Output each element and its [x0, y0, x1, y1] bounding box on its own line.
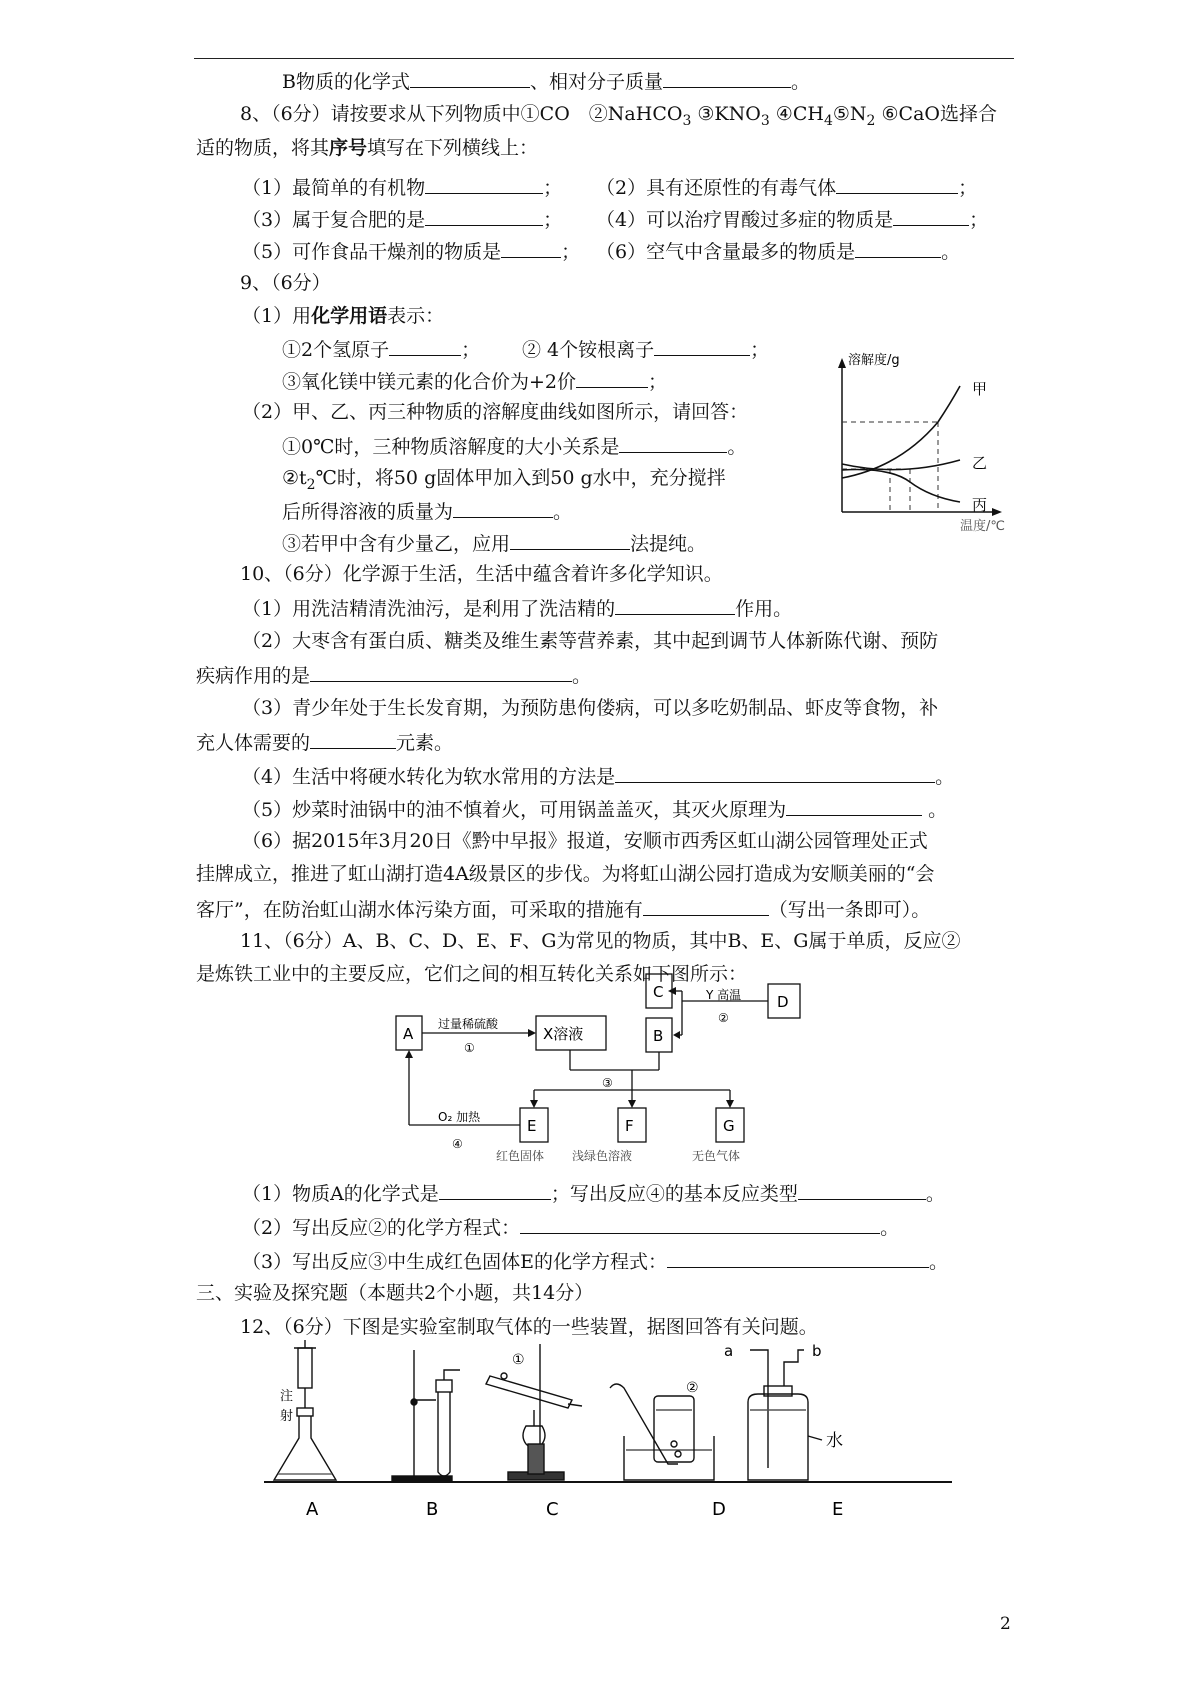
apparatus-E — [748, 1350, 822, 1480]
syringe-note-2: 射 — [280, 1409, 294, 1424]
solubility-curve-chart — [820, 352, 1010, 532]
curve-label-yi: 乙 — [972, 454, 988, 472]
question-10-2: （2）大枣含有蛋白质、糖类及维生素等营养素，其中起到调节人体新陈代谢、预防 — [242, 630, 939, 652]
label-A: A — [403, 1025, 414, 1043]
reaction-3-number: ③ — [602, 1076, 613, 1090]
label-G: G — [723, 1117, 735, 1135]
question-9-2-2b: 后所得溶液的质量为 。 — [282, 498, 572, 524]
label-F: F — [625, 1117, 634, 1135]
question-9-1-2: ② 4个铵根离子 ； — [522, 336, 769, 362]
apparatus-B — [392, 1350, 460, 1481]
y-axis-label: 溶解度/g — [848, 353, 900, 368]
water-label: 水 — [826, 1431, 843, 1451]
question-8-item-1: （1）最简单的有机物 ； — [242, 174, 562, 200]
question-9-1-1: ①2个氢原子 ； — [282, 336, 480, 362]
curve-label-jia: 甲 — [972, 380, 988, 398]
question-8-item-6: （6）空气中含量最多的物质是 。 — [596, 238, 960, 264]
G-description: 无色气体 — [692, 1149, 741, 1163]
x-axis-arrow — [992, 508, 1002, 516]
E-description: 红色固体 — [496, 1149, 545, 1163]
reaction-4-condition: O₂ 加热 — [438, 1110, 481, 1124]
port-b: b — [812, 1342, 822, 1360]
port-a: a — [724, 1342, 734, 1360]
question-8-item-5: （5）可作食品干燥剂的物质是 ； — [242, 238, 580, 264]
page-number: 2 — [1000, 1614, 1011, 1634]
question-8-item-4: （4）可以治疗胃酸过多症的物质是 ； — [596, 206, 988, 232]
F-description: 浅绿色溶液 — [572, 1149, 633, 1163]
y-axis-arrow — [838, 358, 846, 368]
apparatus-label-D: D — [712, 1499, 726, 1520]
question-9-2-2: $②t_2℃$时，将50 g固体甲加入到50 g水中，充分搅拌 — [282, 467, 726, 493]
question-11-1: （1）物质A的化学式是 ；写出反应④的基本反应类型 。 — [242, 1180, 945, 1206]
question-11-stem: 11、（6分）A、B、C、D、E、F、G为常见的物质，其中B、E、G属于单质，反应② — [240, 930, 961, 952]
question-10-3b: 充人体需要的 元素。 — [196, 729, 453, 755]
section-3-heading: 三、实验及探究题（本题共2个小题，共14分） — [196, 1282, 594, 1304]
apparatus-label-B: B — [426, 1499, 439, 1520]
question-9-2-1: ①0℃时，三种物质溶解度的大小关系是 。 — [282, 433, 746, 459]
apparatus-label-A: A — [306, 1499, 319, 1520]
question-10-6: （6）据2015年3月20日《黔中早报》报道，安顺市西秀区虹山湖公园管理处正式 — [242, 830, 928, 852]
question-9-head: 9、（6分） — [240, 272, 331, 294]
x-axis-label: 温度/℃ — [960, 519, 1005, 534]
label-X: X溶液 — [543, 1025, 584, 1043]
question-12-stem: 12、（6分）下图是实验室制取气体的一些装置，据图回答有关问题。 — [240, 1316, 818, 1338]
question-10-6b: 挂牌成立，推进了虹山湖打造4A级景区的步伐。为将虹山湖公园打造成为安顺美丽的“会 — [196, 863, 935, 885]
question-10-3: （3）青少年处于生长发育期，为预防患佝偻病，可以多吃奶制品、虾皮等食物，补 — [242, 697, 939, 719]
question-11-stem-2: 是炼铁工业中的主要反应，它们之间的相互转化关系如下图所示： — [196, 963, 748, 985]
syringe-note-1: 注 — [280, 1389, 294, 1404]
curve-label-bing: 丙 — [972, 496, 988, 514]
label-C: C — [653, 983, 664, 1001]
question-9-part-1: （1）用化学用语表示： — [242, 305, 445, 327]
reaction-2-condition: Y 高温 — [706, 988, 742, 1002]
reaction-flow-diagram — [380, 983, 820, 1170]
question-8-stem-2: 适的物质，将其序号填写在下列横线上： — [196, 137, 539, 159]
question-9-part-2: （2）甲、乙、丙三种物质的溶解度曲线如图所示，请回答： — [242, 401, 749, 423]
question-10-1: （1）用洗洁精清洗油污，是利用了洗洁精的 作用。 — [242, 595, 792, 621]
question-10-4: （4）生活中将硬水转化为软水常用的方法是 。 — [242, 763, 954, 789]
label-B: B — [653, 1027, 664, 1045]
question-9-1-3: ③氧化镁中镁元素的化合价为+2价 ； — [282, 368, 667, 394]
question-10-6c: 客厅”，在防治虹山湖水体污染方面，可采取的措施有 （写出一条即可）。 — [196, 896, 930, 922]
reaction-2-number: ② — [718, 1011, 729, 1025]
reaction-4-number: ④ — [452, 1137, 463, 1151]
question-8-item-2: （2）具有还原性的有毒气体 ； — [596, 174, 977, 200]
apparatus-figure — [264, 1340, 954, 1520]
reaction-1-reagent: 过量稀硫酸 — [438, 1017, 499, 1031]
question-10-5: （5）炒菜时油锅中的油不慎着火，可用锅盖盖灭，其灭火原理为 。 — [242, 796, 947, 822]
curve-yi — [842, 460, 960, 470]
question-8-item-3: （3）属于复合肥的是 ； — [242, 206, 562, 232]
text-line: B物质的化学式 、相对分子质量 。 — [282, 68, 810, 94]
question-11-2: （2）写出反应②的化学方程式： 。 — [242, 1214, 899, 1240]
question-11-3: （3）写出反应③中生成红色固体E的化学方程式： 。 — [242, 1248, 948, 1274]
apparatus-D — [610, 1384, 714, 1480]
mark-2: ② — [686, 1380, 699, 1396]
reaction-1-number: ① — [464, 1041, 475, 1055]
question-9-2-3: ③若甲中含有少量乙，应用 法提纯。 — [282, 530, 706, 556]
apparatus-C — [486, 1344, 582, 1480]
header-rule — [194, 58, 1014, 59]
apparatus-label-C: C — [546, 1499, 559, 1520]
question-10-2b: 疾病作用的是 。 — [196, 662, 591, 688]
label-D: D — [777, 993, 789, 1011]
question-8-stem: 8、（6分）请按要求从下列物质中①CO ②NaHCO$_3$ $③KNO_3$ $④CH_4⑤N_2$ ⑥CaO选择合 — [240, 103, 997, 129]
label-E: E — [527, 1117, 537, 1135]
apparatus-label-E: E — [832, 1499, 844, 1520]
question-10-head: 10、（6分）化学源于生活，生活中蕴含着许多化学知识。 — [240, 563, 723, 585]
mark-1: ① — [512, 1352, 525, 1368]
